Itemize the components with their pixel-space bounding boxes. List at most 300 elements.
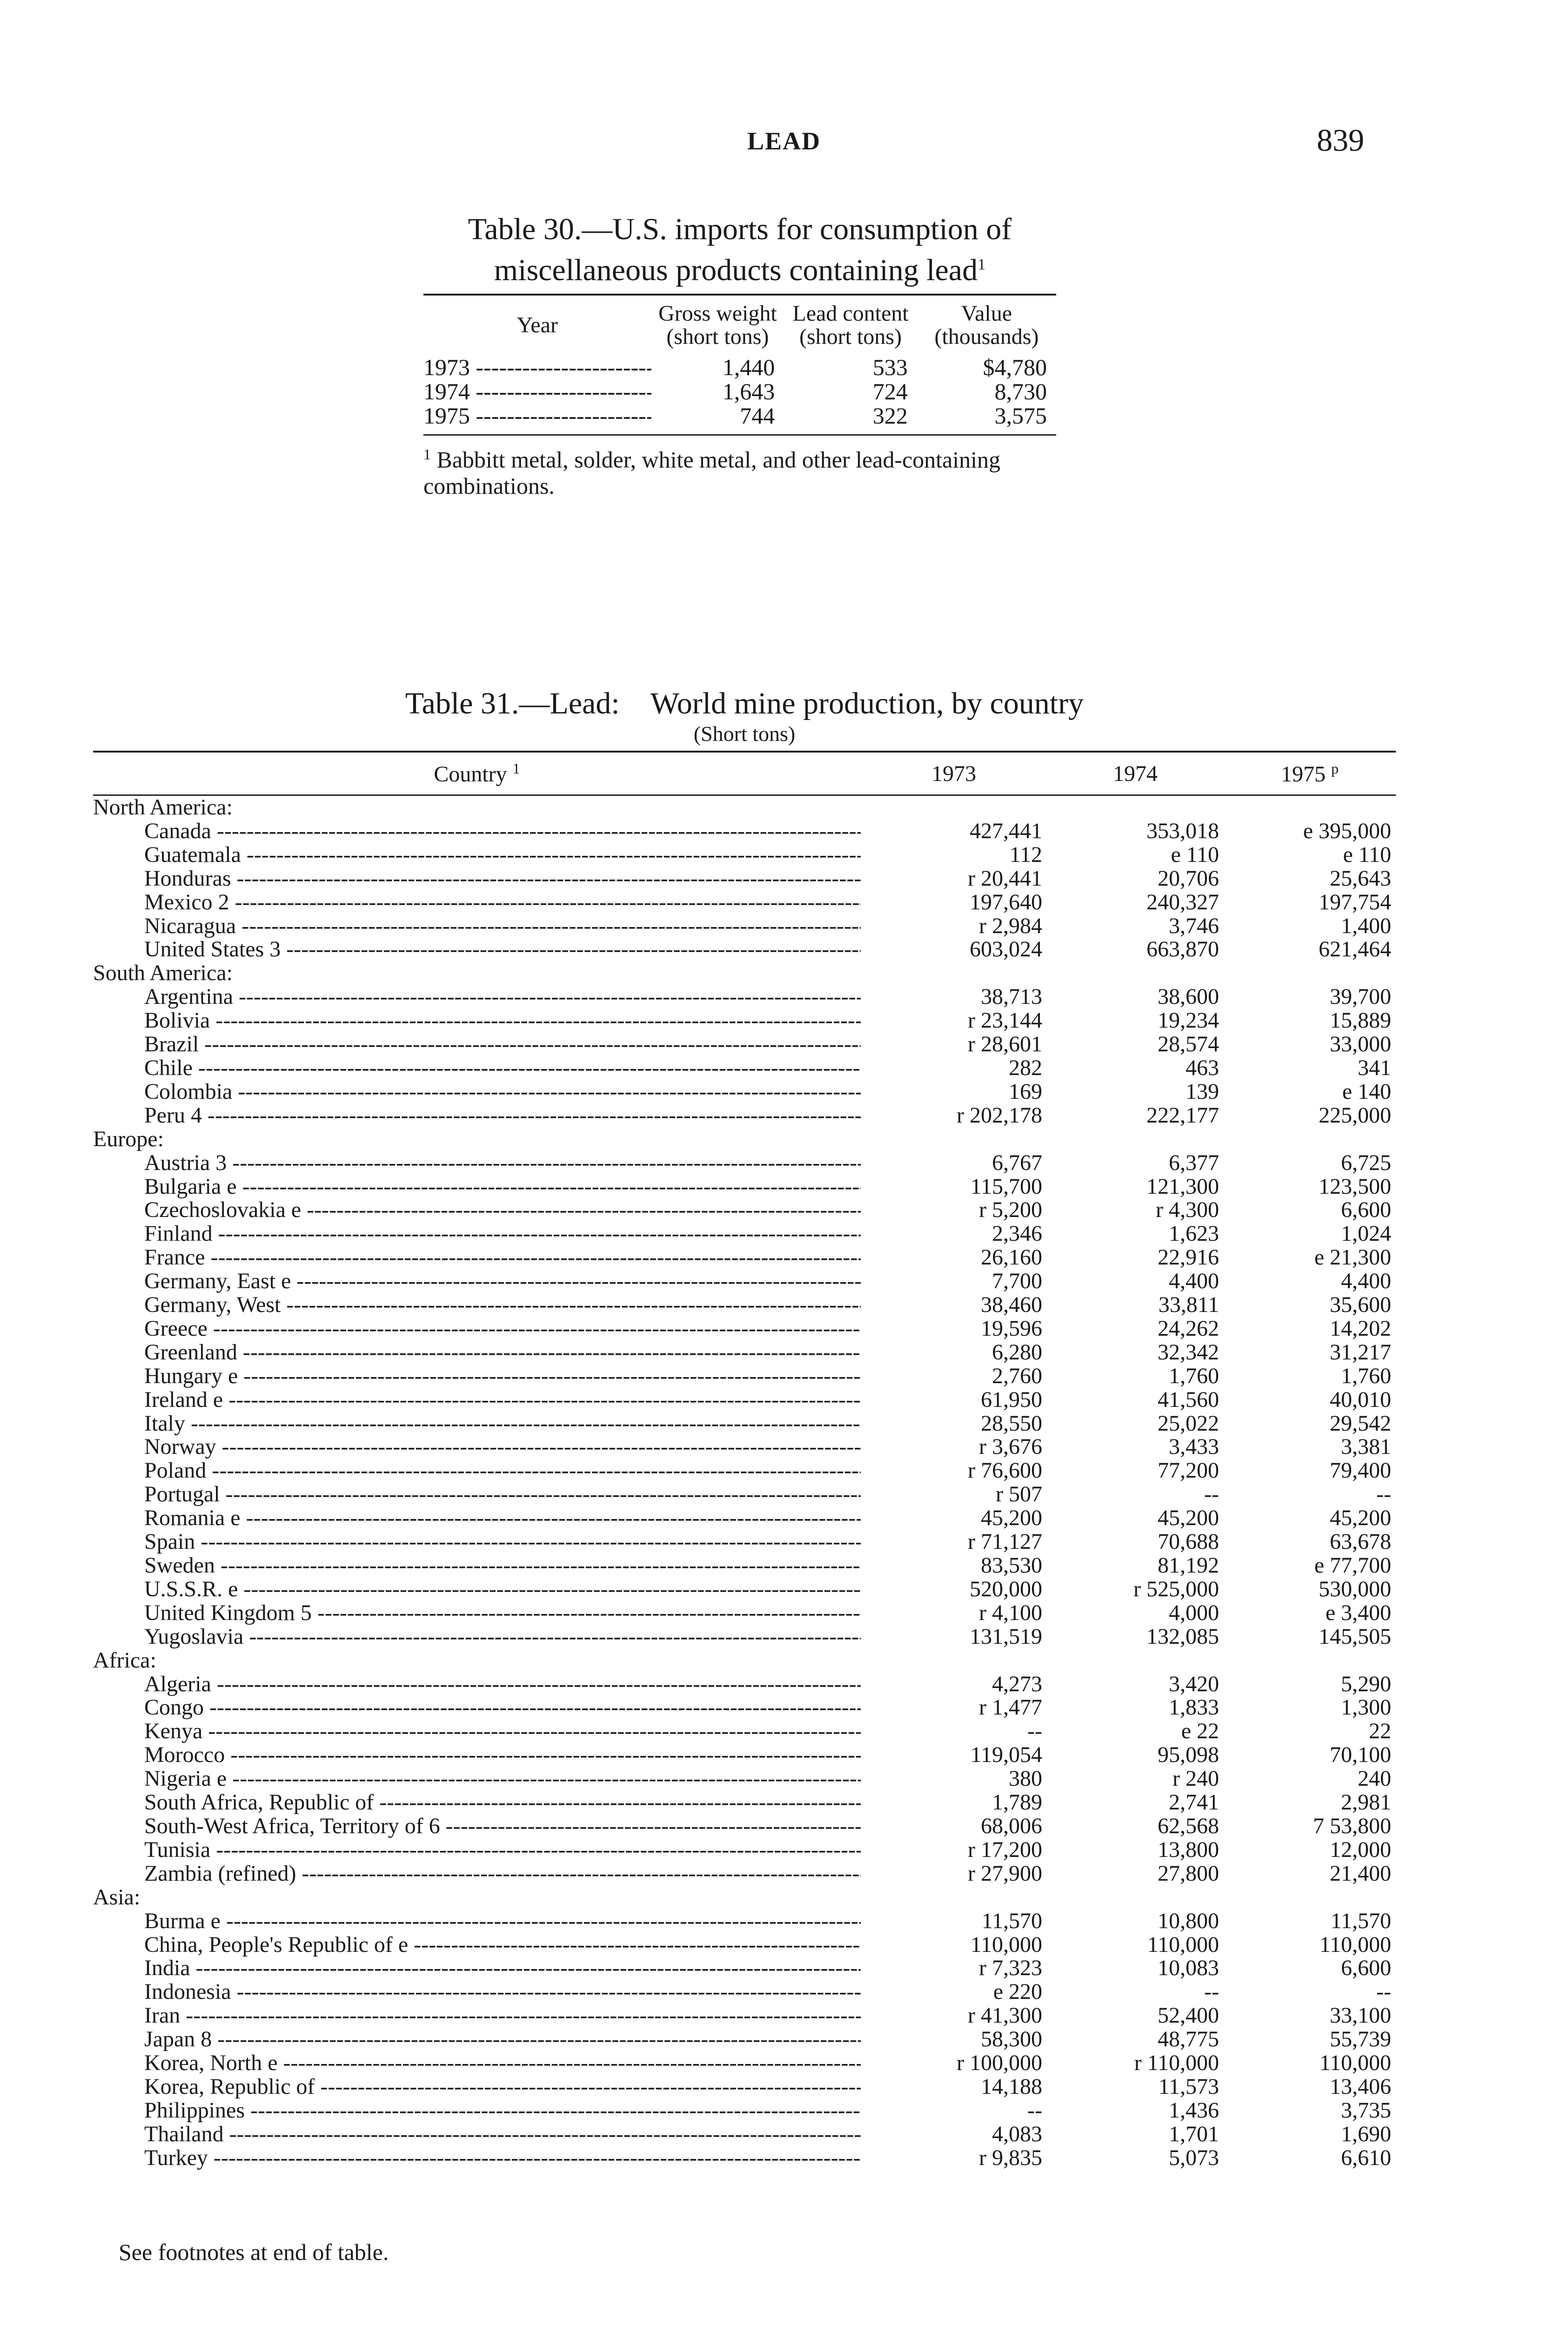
value-1973: 112 <box>1009 842 1042 867</box>
value-1975: 2,981 <box>1341 1790 1392 1815</box>
running-head: LEAD <box>747 127 821 155</box>
country-row <box>93 938 1396 962</box>
region-row <box>93 1886 1396 1910</box>
country-name: Chile <box>144 1056 193 1080</box>
table-30-cell-lead: 724 <box>872 378 908 404</box>
table-30-row <box>423 355 1056 379</box>
country-name-cell <box>93 2146 861 2170</box>
value-1973: 119,054 <box>970 1742 1042 1768</box>
country-row <box>93 1838 1396 1862</box>
country-row <box>93 1530 1396 1554</box>
country-name: Germany, West <box>144 1293 281 1317</box>
value-1973: 14,188 <box>981 2074 1042 2099</box>
country-name: Yugoslavia <box>144 1625 244 1649</box>
country-row <box>93 1341 1396 1365</box>
value-1973: r 5,200 <box>979 1197 1042 1223</box>
table-31-subtitle: (Short tons) <box>693 722 796 746</box>
value-1975: 11,570 <box>1330 1908 1392 1933</box>
value-1975: 6,725 <box>1341 1150 1392 1175</box>
country-name: Ireland e <box>144 1388 223 1412</box>
value-1975: 240 <box>1358 1766 1392 1791</box>
value-1974: 10,083 <box>1158 1956 1219 1981</box>
country-name-cell <box>93 1743 861 1767</box>
country-row <box>93 2123 1396 2146</box>
country-name: Korea, Republic of <box>144 2075 315 2099</box>
country-row <box>93 1151 1396 1175</box>
value-1974: 1,760 <box>1169 1363 1219 1388</box>
country-row <box>93 1317 1396 1341</box>
region-label: South America: <box>93 961 233 986</box>
country-row <box>93 2051 1396 2075</box>
value-1973: r 9,835 <box>979 2145 1042 2170</box>
value-1973: 110,000 <box>970 1932 1042 1957</box>
value-1974: 353,018 <box>1146 818 1219 843</box>
value-1974: r 240 <box>1173 1766 1219 1791</box>
country-name-cell <box>93 1791 861 1815</box>
country-name-cell <box>93 1601 861 1625</box>
value-1973: r 23,144 <box>968 1008 1042 1033</box>
country-row <box>93 1033 1396 1056</box>
value-1974: 28,574 <box>1158 1032 1219 1057</box>
country-row <box>93 2146 1396 2170</box>
value-1975: 1,300 <box>1341 1695 1392 1720</box>
value-1973: 115,700 <box>970 1174 1042 1199</box>
country-row <box>93 985 1396 1009</box>
value-1973: 1,789 <box>992 1790 1042 1815</box>
country-name: Romania e <box>144 1506 241 1531</box>
country-row <box>93 1365 1396 1388</box>
value-1974: 52,400 <box>1158 2003 1219 2028</box>
country-row <box>93 1696 1396 1720</box>
country-name-cell <box>93 2075 861 2099</box>
value-1973: 61,950 <box>981 1387 1042 1412</box>
value-1974: 139 <box>1186 1079 1219 1104</box>
value-1973: r 20,441 <box>968 866 1042 891</box>
value-1974: 32,342 <box>1158 1339 1219 1365</box>
value-1975: 21,400 <box>1330 1861 1392 1886</box>
value-1973: 28,550 <box>981 1411 1042 1436</box>
footnote-see-end: See footnotes at end of table. <box>119 2239 389 2265</box>
country-name-cell <box>93 915 861 938</box>
country-row <box>93 2004 1396 2028</box>
country-row <box>93 1767 1396 1791</box>
value-1973: r 41,300 <box>968 2003 1042 2028</box>
value-1973: 6,767 <box>992 1150 1042 1175</box>
table-31-body-grid <box>93 796 1396 2170</box>
country-row <box>93 1980 1396 2004</box>
country-name: Argentina <box>144 985 234 1009</box>
value-1975: 145,505 <box>1319 1624 1392 1649</box>
country-row <box>93 1957 1396 1980</box>
country-name: France <box>144 1246 205 1270</box>
value-1975: 45,200 <box>1330 1506 1392 1531</box>
country-name: Honduras <box>144 867 231 891</box>
country-name-cell <box>93 1933 861 1957</box>
country-row <box>93 1910 1396 1933</box>
value-1974: 110,000 <box>1147 1932 1219 1957</box>
table-30-title-ref: 1 <box>978 256 986 273</box>
value-1973: 26,160 <box>981 1245 1042 1270</box>
country-name-cell <box>93 1980 861 2004</box>
value-1973: 520,000 <box>970 1576 1042 1601</box>
country-name: Nicaragua <box>144 914 236 938</box>
value-1974: 663,870 <box>1146 937 1219 962</box>
value-1973: 38,713 <box>981 984 1042 1009</box>
country-name-cell <box>93 867 861 891</box>
value-1975: 22 <box>1369 1719 1392 1744</box>
table-30-title <box>423 212 1056 288</box>
country-row <box>93 1435 1396 1459</box>
country-name: Burma e <box>144 1909 221 1933</box>
value-1973: 58,300 <box>981 2027 1042 2052</box>
country-name: Colombia <box>144 1080 233 1104</box>
table-31-body <box>93 796 1396 2170</box>
country-name-cell <box>93 1365 861 1388</box>
table-30-cell-value: 8,730 <box>994 378 1047 404</box>
value-1975: 63,678 <box>1330 1529 1392 1554</box>
table-31-header-row <box>93 753 1396 794</box>
country-row <box>93 1080 1396 1104</box>
country-name-cell <box>93 843 861 867</box>
value-1974: 463 <box>1186 1055 1219 1080</box>
country-row <box>93 1720 1396 1743</box>
value-1973: 4,273 <box>992 1671 1042 1696</box>
country-name-cell <box>93 820 861 843</box>
region-label: Asia: <box>93 1884 141 1910</box>
value-1973: r 202,178 <box>957 1103 1042 1128</box>
value-1973: r 71,127 <box>968 1529 1042 1554</box>
country-row <box>93 2075 1396 2099</box>
country-name-cell <box>93 1009 861 1033</box>
table-30-cell-gross: 1,440 <box>722 354 775 380</box>
value-1974: 48,775 <box>1158 2027 1219 2052</box>
value-1974: 10,800 <box>1158 1908 1219 1933</box>
value-1975: 29,542 <box>1330 1411 1392 1436</box>
value-1973: 131,519 <box>970 1624 1042 1649</box>
value-1973: 4,083 <box>992 2121 1042 2146</box>
country-row <box>93 1601 1396 1625</box>
region-label: Africa: <box>93 1648 156 1673</box>
table-30-body <box>423 355 1056 428</box>
value-1974: -- <box>1204 1482 1219 1507</box>
value-1974: 4,400 <box>1169 1269 1219 1294</box>
country-name-cell <box>93 1673 861 1696</box>
value-1973: r 507 <box>996 1482 1042 1507</box>
table-30-title-line1: Table 30.—U.S. imports for consumption of <box>468 212 1012 246</box>
value-1975: 123,500 <box>1319 1174 1392 1199</box>
value-1974: e 22 <box>1181 1719 1219 1744</box>
value-1973: 2,346 <box>992 1221 1042 1246</box>
table-31-col-1974: 1974 <box>1113 761 1158 786</box>
country-name-cell <box>93 1270 861 1293</box>
value-1973: 68,006 <box>981 1813 1042 1838</box>
table-30-cell-lead: 322 <box>872 403 908 429</box>
country-name-cell <box>93 1696 861 1720</box>
country-name: Greenland <box>144 1340 237 1365</box>
value-1975: 530,000 <box>1319 1576 1392 1601</box>
country-row <box>93 1009 1396 1033</box>
country-row <box>93 1506 1396 1530</box>
country-name: Guatemala <box>144 843 241 867</box>
country-name-cell <box>93 1222 861 1246</box>
value-1974: 19,234 <box>1158 1008 1219 1033</box>
table-30-col-value: Value (thousands) <box>934 301 1039 349</box>
country-row <box>93 2099 1396 2123</box>
value-1974: 11,573 <box>1158 2074 1219 2099</box>
country-row <box>93 1293 1396 1317</box>
country-name-cell <box>93 1506 861 1530</box>
value-1974: 1,436 <box>1169 2098 1219 2123</box>
value-1973: 2,760 <box>992 1363 1042 1388</box>
region-label: North America: <box>93 795 233 820</box>
country-name: Bolivia <box>144 1009 210 1033</box>
value-1974: 95,098 <box>1158 1742 1219 1768</box>
country-name-cell <box>93 1293 861 1317</box>
country-name: Czechoslovakia e <box>144 1198 302 1223</box>
country-name-cell <box>93 1056 861 1080</box>
value-1975: 6,600 <box>1341 1197 1392 1223</box>
value-1975: 197,754 <box>1319 889 1392 915</box>
country-name: Thailand <box>144 2122 224 2146</box>
country-row <box>93 2028 1396 2051</box>
table-30-year-label: 1974 <box>423 379 470 404</box>
table-30-title-line2 <box>423 247 1056 288</box>
country-name-cell <box>93 1554 861 1578</box>
value-1975: 13,406 <box>1330 2074 1392 2099</box>
value-1975: 1,690 <box>1341 2121 1392 2146</box>
value-1974: 81,192 <box>1158 1553 1219 1578</box>
table-30-cell-lead: 533 <box>872 354 908 380</box>
value-1975: e 21,300 <box>1314 1245 1392 1270</box>
value-1974: 4,000 <box>1169 1600 1219 1625</box>
country-name-cell <box>93 1957 861 1980</box>
table-30-row <box>423 379 1056 404</box>
value-1975: 1,024 <box>1341 1221 1392 1246</box>
value-1973: 45,200 <box>981 1506 1042 1531</box>
value-1974: 1,701 <box>1169 2121 1219 2146</box>
country-name: Philippines <box>144 2098 245 2123</box>
country-name: Norway <box>144 1435 216 1459</box>
value-1973: 7,700 <box>992 1269 1042 1294</box>
table-30-cell-year <box>423 404 651 428</box>
table-30-col-lead: Lead content (short tons) <box>792 301 909 349</box>
value-1974: -- <box>1204 1979 1219 2004</box>
value-1974: 222,177 <box>1146 1103 1219 1128</box>
value-1974: 2,741 <box>1169 1790 1219 1815</box>
value-1973: r 1,477 <box>979 1695 1042 1720</box>
country-name-cell <box>93 2051 861 2075</box>
value-1975: e 395,000 <box>1303 818 1392 843</box>
country-row <box>93 1625 1396 1649</box>
country-name: Japan 8 <box>144 2028 212 2052</box>
country-name-cell <box>93 2123 861 2146</box>
table-30-cell-gross: 1,643 <box>722 378 775 404</box>
value-1975: 4,400 <box>1341 1269 1392 1294</box>
value-1975: 55,739 <box>1330 2027 1392 2052</box>
country-name: South-West Africa, Territory of 6 <box>144 1814 440 1838</box>
table-30-cell-year <box>423 379 651 404</box>
country-name: Peru 4 <box>144 1103 202 1128</box>
table-31-col-1975-mark: p <box>1331 760 1339 777</box>
value-1974: 240,327 <box>1146 889 1219 915</box>
value-1975: 6,610 <box>1341 2145 1392 2170</box>
region-label: Europe: <box>93 1126 164 1151</box>
country-name: Italy <box>144 1412 185 1436</box>
country-name-cell <box>93 1341 861 1365</box>
country-name-cell <box>93 1483 861 1506</box>
country-name-cell <box>93 1815 861 1838</box>
country-name-cell <box>93 2028 861 2051</box>
value-1974: 45,200 <box>1158 1506 1219 1531</box>
table-31-country-ref: 1 <box>512 760 520 777</box>
value-1975: 79,400 <box>1330 1458 1392 1483</box>
country-name: Indonesia <box>144 1980 231 2004</box>
country-name: Spain <box>144 1530 195 1554</box>
country-name: Sweden <box>144 1554 215 1578</box>
value-1975: 33,100 <box>1330 2003 1392 2028</box>
country-name: South Africa, Republic of <box>144 1791 374 1815</box>
value-1973: 38,460 <box>981 1292 1042 1318</box>
table-30-footnote-ref: 1 <box>423 446 431 463</box>
country-name: Tunisia <box>144 1838 211 1862</box>
country-name-cell <box>93 1317 861 1341</box>
country-name: India <box>144 1957 190 1981</box>
country-row <box>93 1862 1396 1886</box>
country-name: Finland <box>144 1222 213 1246</box>
table-30-year-label: 1973 <box>423 355 470 379</box>
value-1973: 380 <box>1009 1766 1042 1791</box>
country-name: Morocco <box>144 1743 225 1768</box>
country-name-cell <box>93 1104 861 1128</box>
country-name: Mexico 2 <box>144 890 229 915</box>
value-1973: r 2,984 <box>979 913 1042 938</box>
country-name: Hungary e <box>144 1364 238 1388</box>
table-31-col-1975-label: 1975 <box>1281 762 1326 787</box>
country-name: Congo <box>144 1696 204 1720</box>
table-31-title-prefix: Table 31.—Lead: <box>405 686 620 720</box>
country-row <box>93 1104 1396 1128</box>
country-row <box>93 1270 1396 1293</box>
table-30-cell-year <box>423 355 651 379</box>
country-name: Austria 3 <box>144 1151 227 1175</box>
region-row <box>93 962 1396 985</box>
country-name: Portugal <box>144 1483 220 1507</box>
country-row <box>93 1246 1396 1270</box>
country-name: Algeria <box>144 1672 211 1696</box>
country-name: United States 3 <box>144 938 281 962</box>
country-name: China, People's Republic of e <box>144 1933 409 1957</box>
table-31-col-country-label: Country <box>434 762 507 787</box>
country-name: Poland <box>144 1459 207 1483</box>
country-name: Korea, North e <box>144 2051 278 2075</box>
value-1975: 14,202 <box>1330 1316 1392 1341</box>
table-30-cell-gross: 744 <box>740 403 775 429</box>
country-row <box>93 1815 1396 1838</box>
value-1975: 70,100 <box>1330 1742 1392 1768</box>
country-name-cell <box>93 1862 861 1886</box>
country-row <box>93 1791 1396 1815</box>
value-1973: r 28,601 <box>968 1032 1042 1057</box>
value-1975: 39,700 <box>1330 984 1392 1009</box>
value-1973: r 3,676 <box>979 1434 1042 1459</box>
value-1973: 282 <box>1009 1055 1042 1080</box>
region-row <box>93 1649 1396 1673</box>
table-31-col-1973: 1973 <box>931 761 976 786</box>
country-name: U.S.S.R. e <box>144 1577 238 1601</box>
value-1975: -- <box>1376 1482 1392 1507</box>
country-name: Turkey <box>144 2146 208 2170</box>
country-name-cell <box>93 1246 861 1270</box>
value-1973: 83,530 <box>981 1553 1042 1578</box>
table-30-row <box>423 404 1056 428</box>
value-1974: 1,833 <box>1169 1695 1219 1720</box>
country-row <box>93 915 1396 938</box>
country-row <box>93 1933 1396 1957</box>
value-1975: 621,464 <box>1319 937 1392 962</box>
country-name-cell <box>93 1388 861 1412</box>
table-30-col-gross: Gross weight (short tons) <box>658 301 777 349</box>
country-name-cell <box>93 1033 861 1056</box>
country-row <box>93 820 1396 843</box>
table-31-col-1975 <box>1224 753 1396 794</box>
value-1974: 33,811 <box>1158 1292 1219 1318</box>
value-1974: 41,560 <box>1158 1387 1219 1412</box>
country-row <box>93 1673 1396 1696</box>
page-number: 839 <box>1317 122 1364 158</box>
value-1975: 35,600 <box>1330 1292 1392 1318</box>
region-row <box>93 796 1396 820</box>
table-30-bottom-rule <box>423 434 1056 436</box>
country-name-cell <box>93 1625 861 1649</box>
value-1975: 3,735 <box>1341 2098 1392 2123</box>
table-30-grid <box>423 296 1056 428</box>
country-name-cell <box>93 1578 861 1601</box>
country-name: Germany, East e <box>144 1270 291 1294</box>
value-1974: e 110 <box>1171 842 1219 867</box>
value-1973: r 76,600 <box>968 1458 1042 1483</box>
country-name-cell <box>93 1838 861 1862</box>
value-1974: 121,300 <box>1146 1174 1219 1199</box>
value-1973: 197,640 <box>970 889 1042 915</box>
value-1974: 25,022 <box>1158 1411 1219 1436</box>
region-row <box>93 1128 1396 1151</box>
value-1975: e 140 <box>1342 1079 1392 1104</box>
country-name-cell <box>93 985 861 1009</box>
country-name-cell <box>93 1720 861 1743</box>
value-1973: 169 <box>1009 1079 1042 1104</box>
value-1973: -- <box>1027 2098 1042 2123</box>
table-30-header-row <box>423 296 1056 355</box>
table-30-footnote <box>423 441 1056 499</box>
country-name: Greece <box>144 1317 208 1341</box>
value-1975: 5,290 <box>1341 1671 1392 1696</box>
value-1974: 1,623 <box>1169 1221 1219 1246</box>
table-30-cell-value: 3,575 <box>994 403 1047 429</box>
value-1974: 3,420 <box>1169 1671 1219 1696</box>
value-1974: 3,433 <box>1169 1434 1219 1459</box>
country-row <box>93 1743 1396 1767</box>
value-1973: 11,570 <box>981 1908 1042 1933</box>
value-1974: 70,688 <box>1158 1529 1219 1554</box>
country-name-cell <box>93 1435 861 1459</box>
country-name-cell <box>93 1198 861 1222</box>
value-1974: 6,377 <box>1169 1150 1219 1175</box>
value-1974: 132,085 <box>1146 1624 1219 1649</box>
value-1974: 13,800 <box>1158 1837 1219 1862</box>
country-name: Nigeria e <box>144 1767 227 1791</box>
value-1975: e 77,700 <box>1314 1553 1392 1578</box>
value-1973: 6,280 <box>992 1339 1042 1365</box>
